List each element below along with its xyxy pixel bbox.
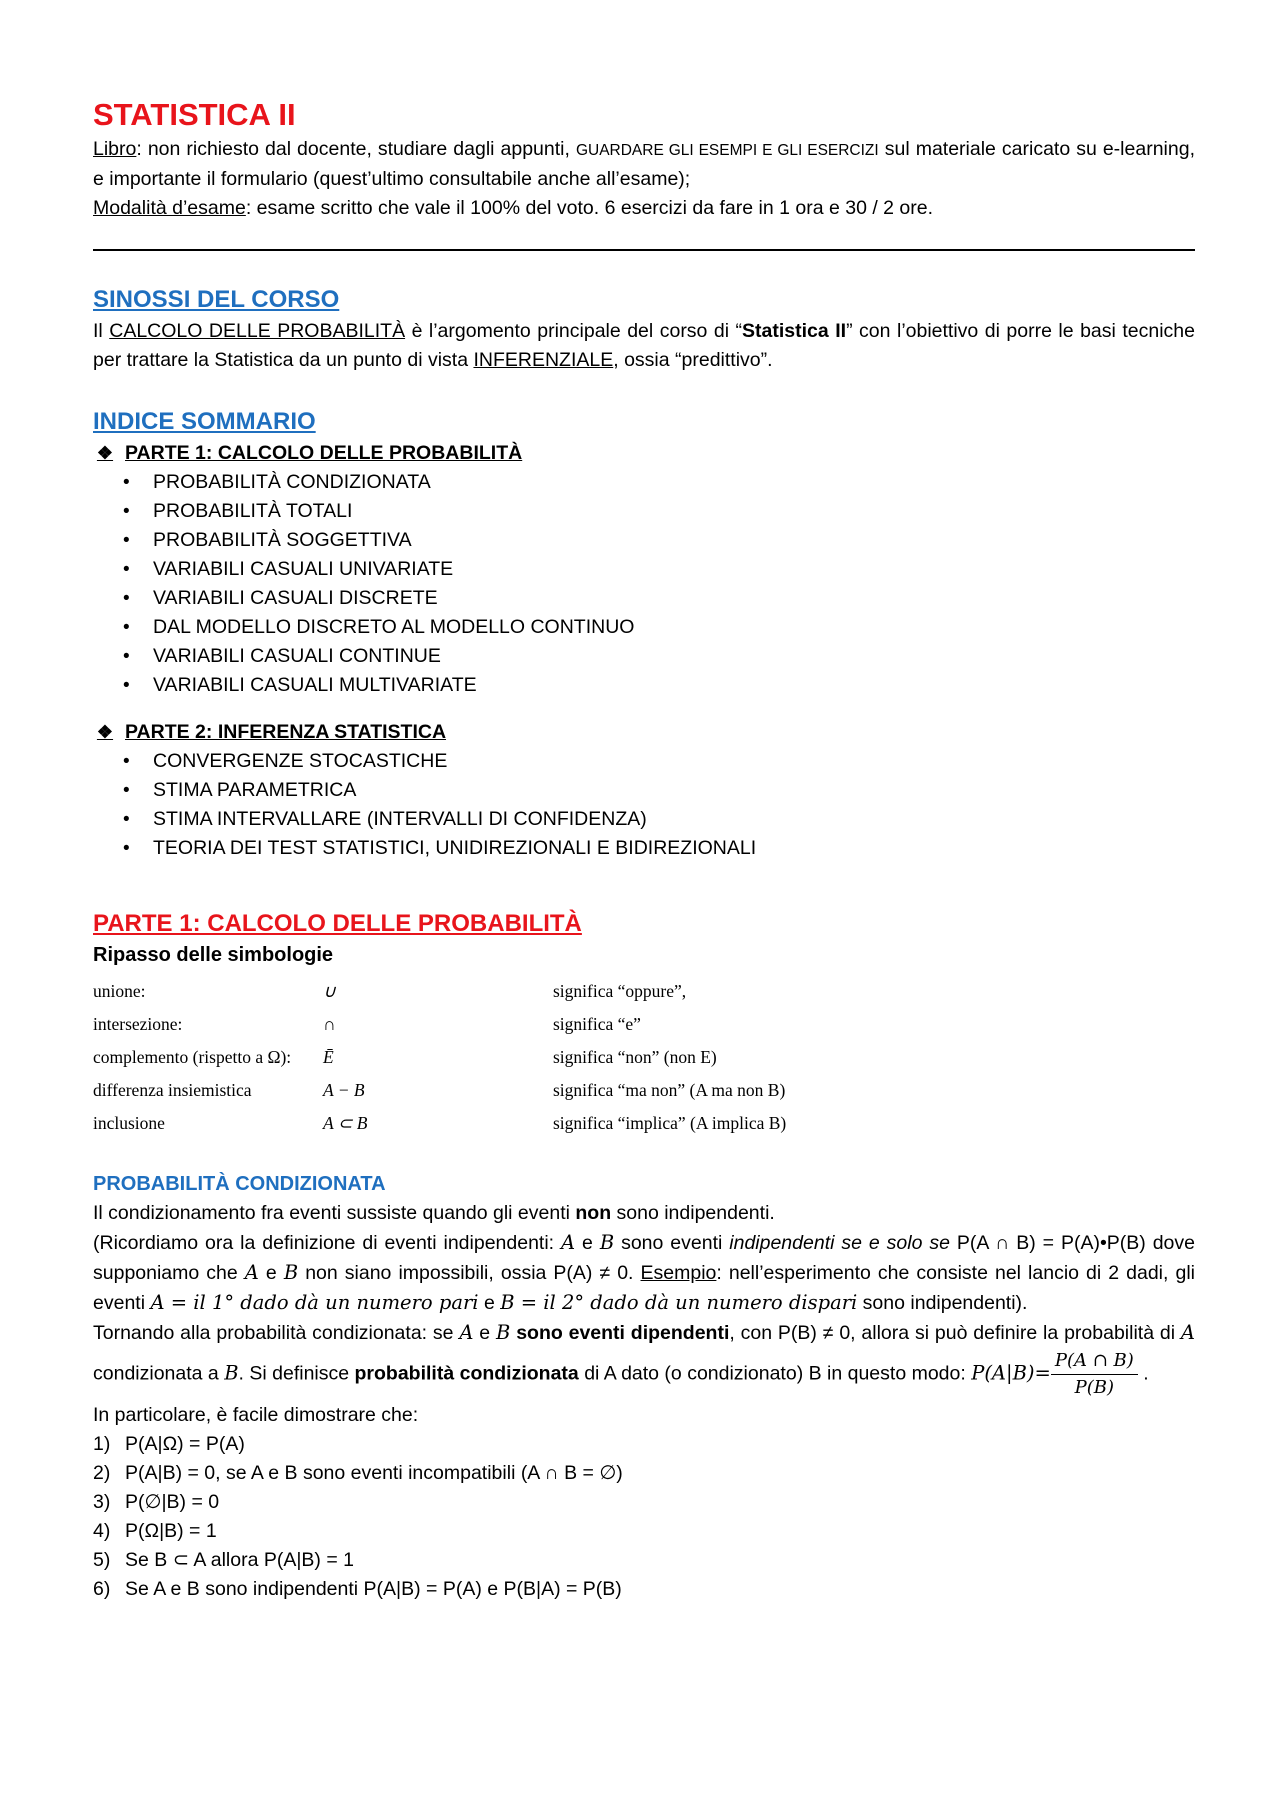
exam-label: Modalità d’esame bbox=[93, 197, 246, 219]
table-row: unione: ∪ significa “oppure”, bbox=[93, 981, 687, 1001]
course-name: Statistica II bbox=[742, 320, 847, 342]
condizionata-intro: Il condizionamento fra eventi sussiste quando gli eventi non sono indipendenti. bbox=[93, 1202, 775, 1224]
book-text: : non richiesto dal docente, studiare dagli appunti, bbox=[136, 138, 576, 160]
calcolo-underlined: CALCOLO DELLE PROBABILITÀ bbox=[109, 320, 406, 342]
list-item: 3) P(∅|B) = 0 bbox=[93, 1491, 220, 1513]
list-item: 1) P(A|Ω) = P(A) bbox=[93, 1433, 245, 1455]
table-row: intersezione: ∩ significa “e” bbox=[93, 1014, 641, 1034]
sinossi-paragraph: Il CALCOLO DELLE PROBABILITÀ è l’argomento principale del corso di “Statistica II” con l’obiettivo di porre le basi tecniche per trattare la Statistica da un punto di vista INFERENZIALE, ossia “predittivo”. bbox=[93, 320, 1195, 371]
conditional-probability-formula: $\frac{P(A \cap B)}{P(B)}$ bbox=[1051, 1348, 1138, 1401]
bullet-icon: • bbox=[123, 751, 130, 772]
document-page bbox=[93, 95, 1195, 1604]
list-item: • PROBABILITÀ TOTALI bbox=[123, 497, 1195, 526]
conditional-definition: Tornando alla probabilità condizionata: se A e B sono eventi dipendenti, con P(B) ≠ 0, allora si può definire la probabilità di A condizionata a B. Si definisce probabilità condizionata di A dato (o condizionato) B in questo modo: P(A|B)= $\frac{P(A \cap B)}{P(B)}$ . bbox=[93, 1318, 1195, 1401]
indice-part-2-list bbox=[93, 747, 1195, 863]
list-item: • VARIABILI CASUALI UNIVARIATE bbox=[123, 555, 1195, 584]
independence-paragraph: (Ricordiamo ora la definizione di eventi indipendenti: A e B sono eventi indipendenti se e solo se P(A ∩ B) = P(A)•P(B) dove supponiamo che A e B non siano impossibili, ossia P(A) ≠ 0. Esempio: nell’esperimento che consiste nel lancio di 2 dadi, gli eventi A = il 1° dado dà un numero pari e B = il 2° dado dà un numero dispari sono indipendenti). bbox=[93, 1231, 1195, 1314]
list-item: • VARIABILI CASUALI MULTIVARIATE bbox=[123, 671, 1195, 700]
indice-part-1-list bbox=[93, 468, 1195, 700]
book-label: Libro bbox=[93, 138, 137, 160]
list-item: • VARIABILI CASUALI DISCRETE bbox=[123, 584, 1195, 613]
book-caps-text: GUARDARE GLI ESEMPI E GLI ESERCIZI bbox=[575, 142, 879, 159]
list-item: • PROBABILITÀ SOGGETTIVA bbox=[123, 526, 1195, 555]
exam-paragraph bbox=[93, 194, 1195, 223]
divider bbox=[93, 249, 1195, 251]
symbols-table bbox=[93, 975, 953, 1140]
list-item: • TEORIA DEI TEST STATISTICI, UNIDIREZIONALI E BIDIREZIONALI bbox=[123, 834, 1195, 863]
indice-part-2-title: ❖ PARTE 2: INFERENZA STATISTICA bbox=[93, 718, 1195, 747]
exam-text: : esame scritto che vale il 100% del voto. 6 esercizi da fare in 1 ora e 30 / 2 ore. bbox=[245, 197, 934, 219]
list-item: • PROBABILITÀ CONDIZIONATA bbox=[123, 468, 1195, 497]
list-item: • VARIABILI CASUALI CONTINUE bbox=[123, 642, 1195, 671]
book-paragraph bbox=[93, 135, 1195, 194]
list-item: 2) P(A|B) = 0, se A e B sono eventi incompatibili (A ∩ B = ∅) bbox=[93, 1462, 623, 1484]
list-item: • CONVERGENZE STOCASTICHE bbox=[123, 747, 1195, 776]
bullet-icon: • bbox=[123, 838, 130, 859]
bullet-icon: • bbox=[123, 472, 130, 493]
table-row: complemento (rispetto a Ω): Ē significa “non” (non E) bbox=[93, 1047, 717, 1067]
condizionata-heading: PROBABILITÀ CONDIZIONATA bbox=[93, 1173, 386, 1195]
doc-title: STATISTICA II bbox=[93, 97, 296, 132]
parte1-heading: PARTE 1: CALCOLO DELLE PROBABILITÀ bbox=[93, 910, 582, 937]
indice-part-1-title: ❖ PARTE 1: CALCOLO DELLE PROBABILITÀ bbox=[93, 439, 1195, 468]
list-item: • STIMA INTERVALLARE (INTERVALLI DI CONFIDENZA) bbox=[123, 805, 1195, 834]
list-item: • DAL MODELLO DISCRETO AL MODELLO CONTINUO bbox=[123, 613, 1195, 642]
formula-lhs: P(A|B)= bbox=[971, 1361, 1051, 1385]
symbols-title: Ripasso delle simbologie bbox=[93, 944, 334, 966]
bullet-icon: • bbox=[123, 588, 130, 609]
bullet-icon: • bbox=[123, 617, 130, 638]
bullet-icon: • bbox=[123, 501, 130, 522]
diamond-bullet-icon: ❖ bbox=[96, 722, 114, 742]
list-item: 5) Se B ⊂ A allora P(A|B) = 1 bbox=[93, 1549, 354, 1571]
list-item: 4) P(Ω|B) = 1 bbox=[93, 1520, 217, 1542]
inferenziale-underlined: INFERENZIALE bbox=[473, 349, 614, 371]
esempio-label: Esempio bbox=[640, 1262, 717, 1284]
sinossi-heading: SINOSSI DEL CORSO bbox=[93, 286, 340, 313]
list-item: 6) Se A e B sono indipendenti P(A|B) = P(A) e P(B|A) = P(B) bbox=[93, 1578, 622, 1600]
book-text-2: sul materiale caricato su e-learning, e importante il formulario (quest’ultimo consultabile anche all’esame); bbox=[93, 138, 1195, 190]
indice-heading: INDICE SOMMARIO bbox=[93, 408, 316, 435]
bullet-icon: • bbox=[123, 675, 130, 696]
table-row: differenza insiemistica A − B significa “ma non” (A ma non B) bbox=[93, 1080, 786, 1100]
table-row: inclusione A ⊂ B significa “implica” (A implica B) bbox=[93, 1113, 787, 1133]
diamond-bullet-icon: ❖ bbox=[96, 443, 114, 463]
properties-intro: In particolare, è facile dimostrare che: bbox=[93, 1404, 419, 1426]
bullet-icon: • bbox=[123, 559, 130, 580]
list-item: • STIMA PARAMETRICA bbox=[123, 776, 1195, 805]
properties-list bbox=[93, 1430, 1195, 1604]
bullet-icon: • bbox=[123, 646, 130, 667]
bullet-icon: • bbox=[123, 530, 130, 551]
bullet-icon: • bbox=[123, 780, 130, 801]
bullet-icon: • bbox=[123, 809, 130, 830]
